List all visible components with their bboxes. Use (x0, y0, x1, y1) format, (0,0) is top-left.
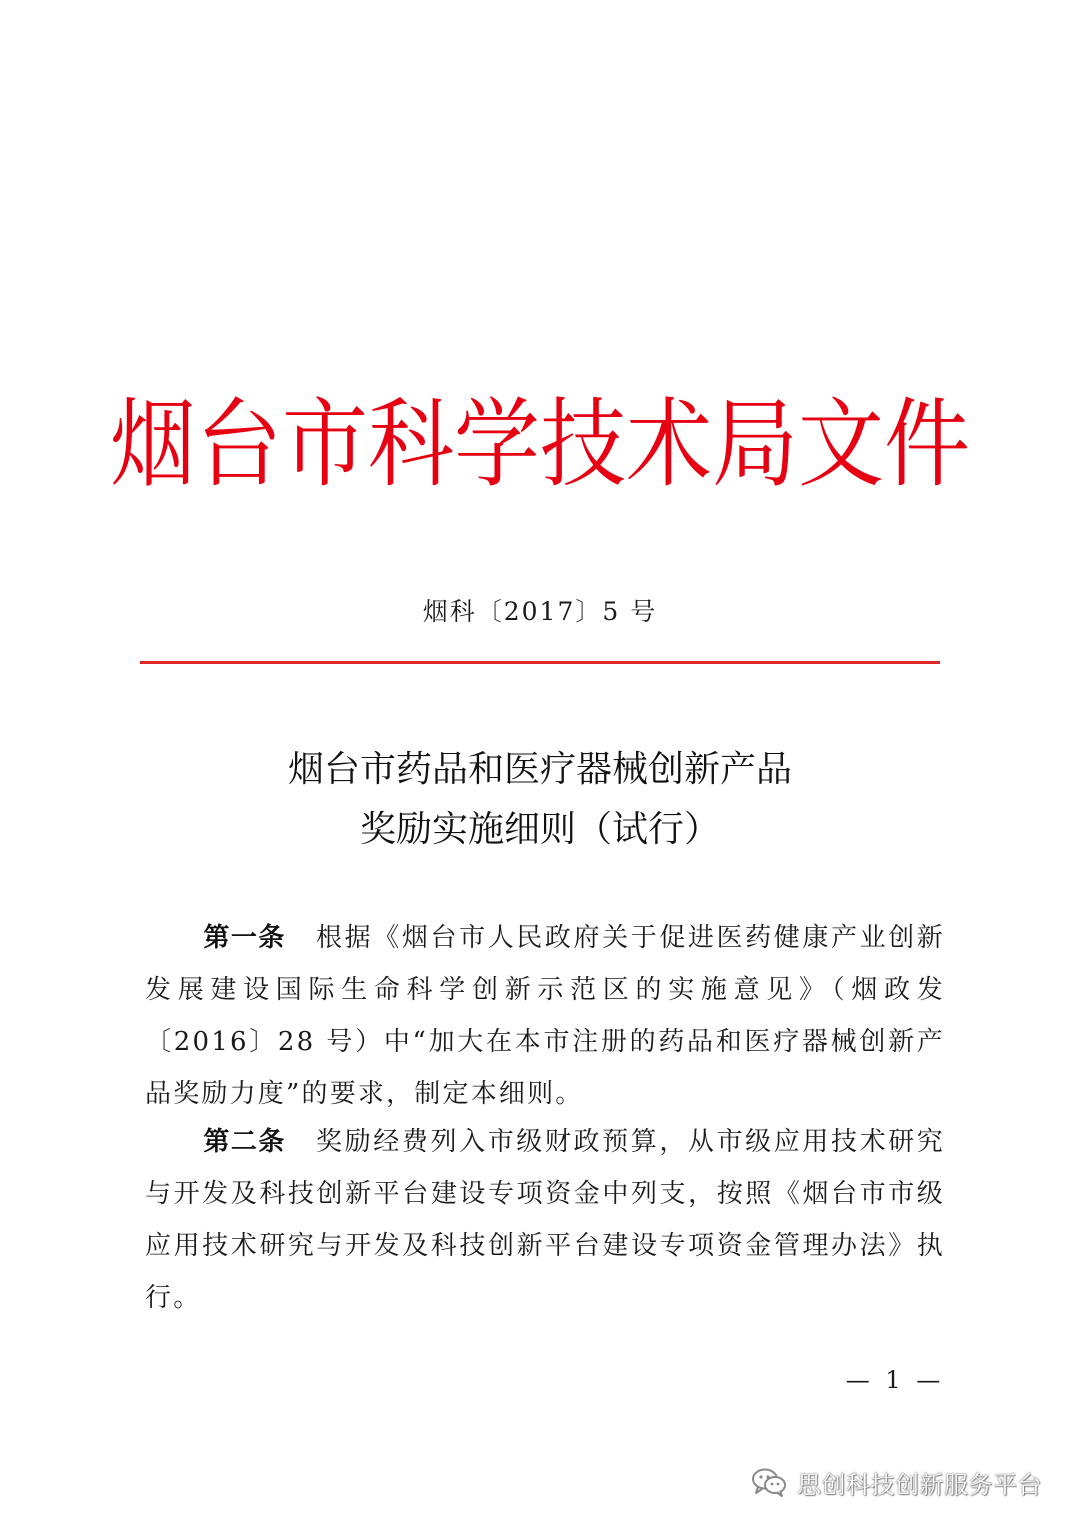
page-number: — 1 — (845, 1366, 945, 1394)
watermark (751, 1462, 1042, 1502)
article-2 (145, 1116, 945, 1324)
article-2-text: 奖励经费列入市级财政预算，从市级应用技术研究与开发及科技创新平台建设专项资金中列支，按照《烟台市市级应用技术研究与开发及科技创新平台建设专项资金管理办法》执行。 (145, 1127, 945, 1313)
article-1 (145, 912, 945, 1120)
document-number: 烟科〔2017〕5 号 (422, 597, 658, 626)
document-title-line-2: 奖励实施细则（试行） (359, 809, 720, 850)
masthead-title: 烟台市科学技术局文件 (110, 388, 970, 501)
article-1-text: 根据《烟台市人民政府关于促进医药健康产业创新发展建设国际生命科学创新示范区的实施意见》（烟政发〔2016〕28 号）中“加大在本市注册的药品和医疗器械创新产品奖励力度”的要求，制定本细则。 (145, 923, 945, 1109)
wechat-icon (751, 1467, 787, 1497)
red-divider-line (140, 661, 940, 664)
article-1-label: 第一条 (203, 923, 286, 953)
watermark-text: 思创科技创新服务平台 (797, 1470, 1042, 1499)
document-title-line-1: 烟台市药品和医疗器械创新产品 (287, 749, 792, 790)
article-2-label: 第二条 (203, 1127, 286, 1157)
